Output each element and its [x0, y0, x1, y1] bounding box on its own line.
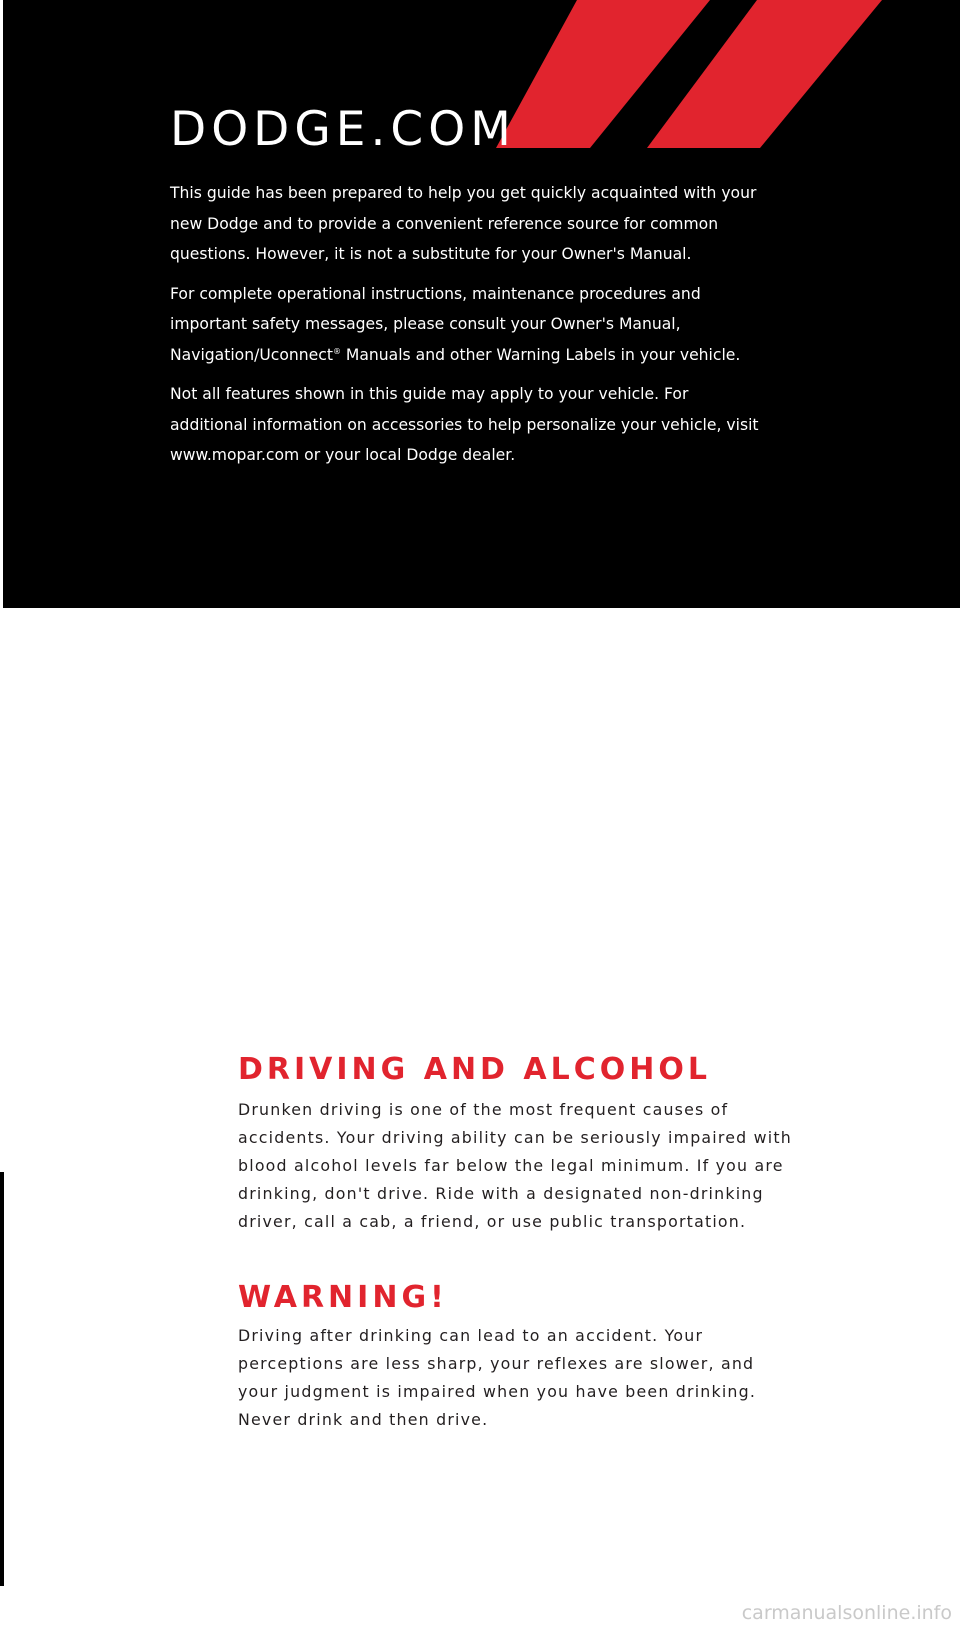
warning-heading: WARNING! — [238, 1280, 448, 1315]
intro-paragraph-2-start: For complete operational instructions, maintenance procedures and important safety messages, please consult your Owner's Manual, Navigation/Uconnect — [170, 284, 701, 364]
intro-paragraph-1: This guide has been prepared to help you get quickly acquainted with your new Dodge and to provide a convenient reference source for common questions. However, it is not a substitute for your Owner's Manual. — [170, 184, 757, 263]
intro-paragraph-2 — [170, 279, 770, 371]
warning-body: Driving after drinking can lead to an accident. Your perceptions are less sharp, your reflexes are slower, and your judgment is impaired when you have been drinking. Never drink and then drive. — [238, 1326, 757, 1429]
alcohol-body: Drunken driving is one of the most frequent causes of accidents. Your driving ability can be seriously impaired with blood alcohol levels far below the legal minimum. If you are drinking, don't drive. Ride with a designated non-drinking driver, call a cab, a friend, or use public transportation. — [238, 1100, 792, 1231]
site-title: DODGE.COM — [170, 102, 516, 157]
intro-text — [170, 178, 770, 480]
alcohol-heading: DRIVING AND ALCOHOL — [238, 1052, 711, 1087]
registered-mark: ® — [332, 346, 341, 356]
left-margin-rule — [0, 1172, 4, 1586]
intro-paragraph-2-end: Manuals and other Warning Labels in your vehicle. — [340, 345, 741, 364]
intro-paragraph-3: Not all features shown in this guide may apply to your vehicle. For additional information on accessories to help personalize your vehicle, visit www.mopar.com or your local Dodge dealer. — [170, 385, 759, 464]
watermark: carmanualsonline.info — [741, 1602, 952, 1624]
